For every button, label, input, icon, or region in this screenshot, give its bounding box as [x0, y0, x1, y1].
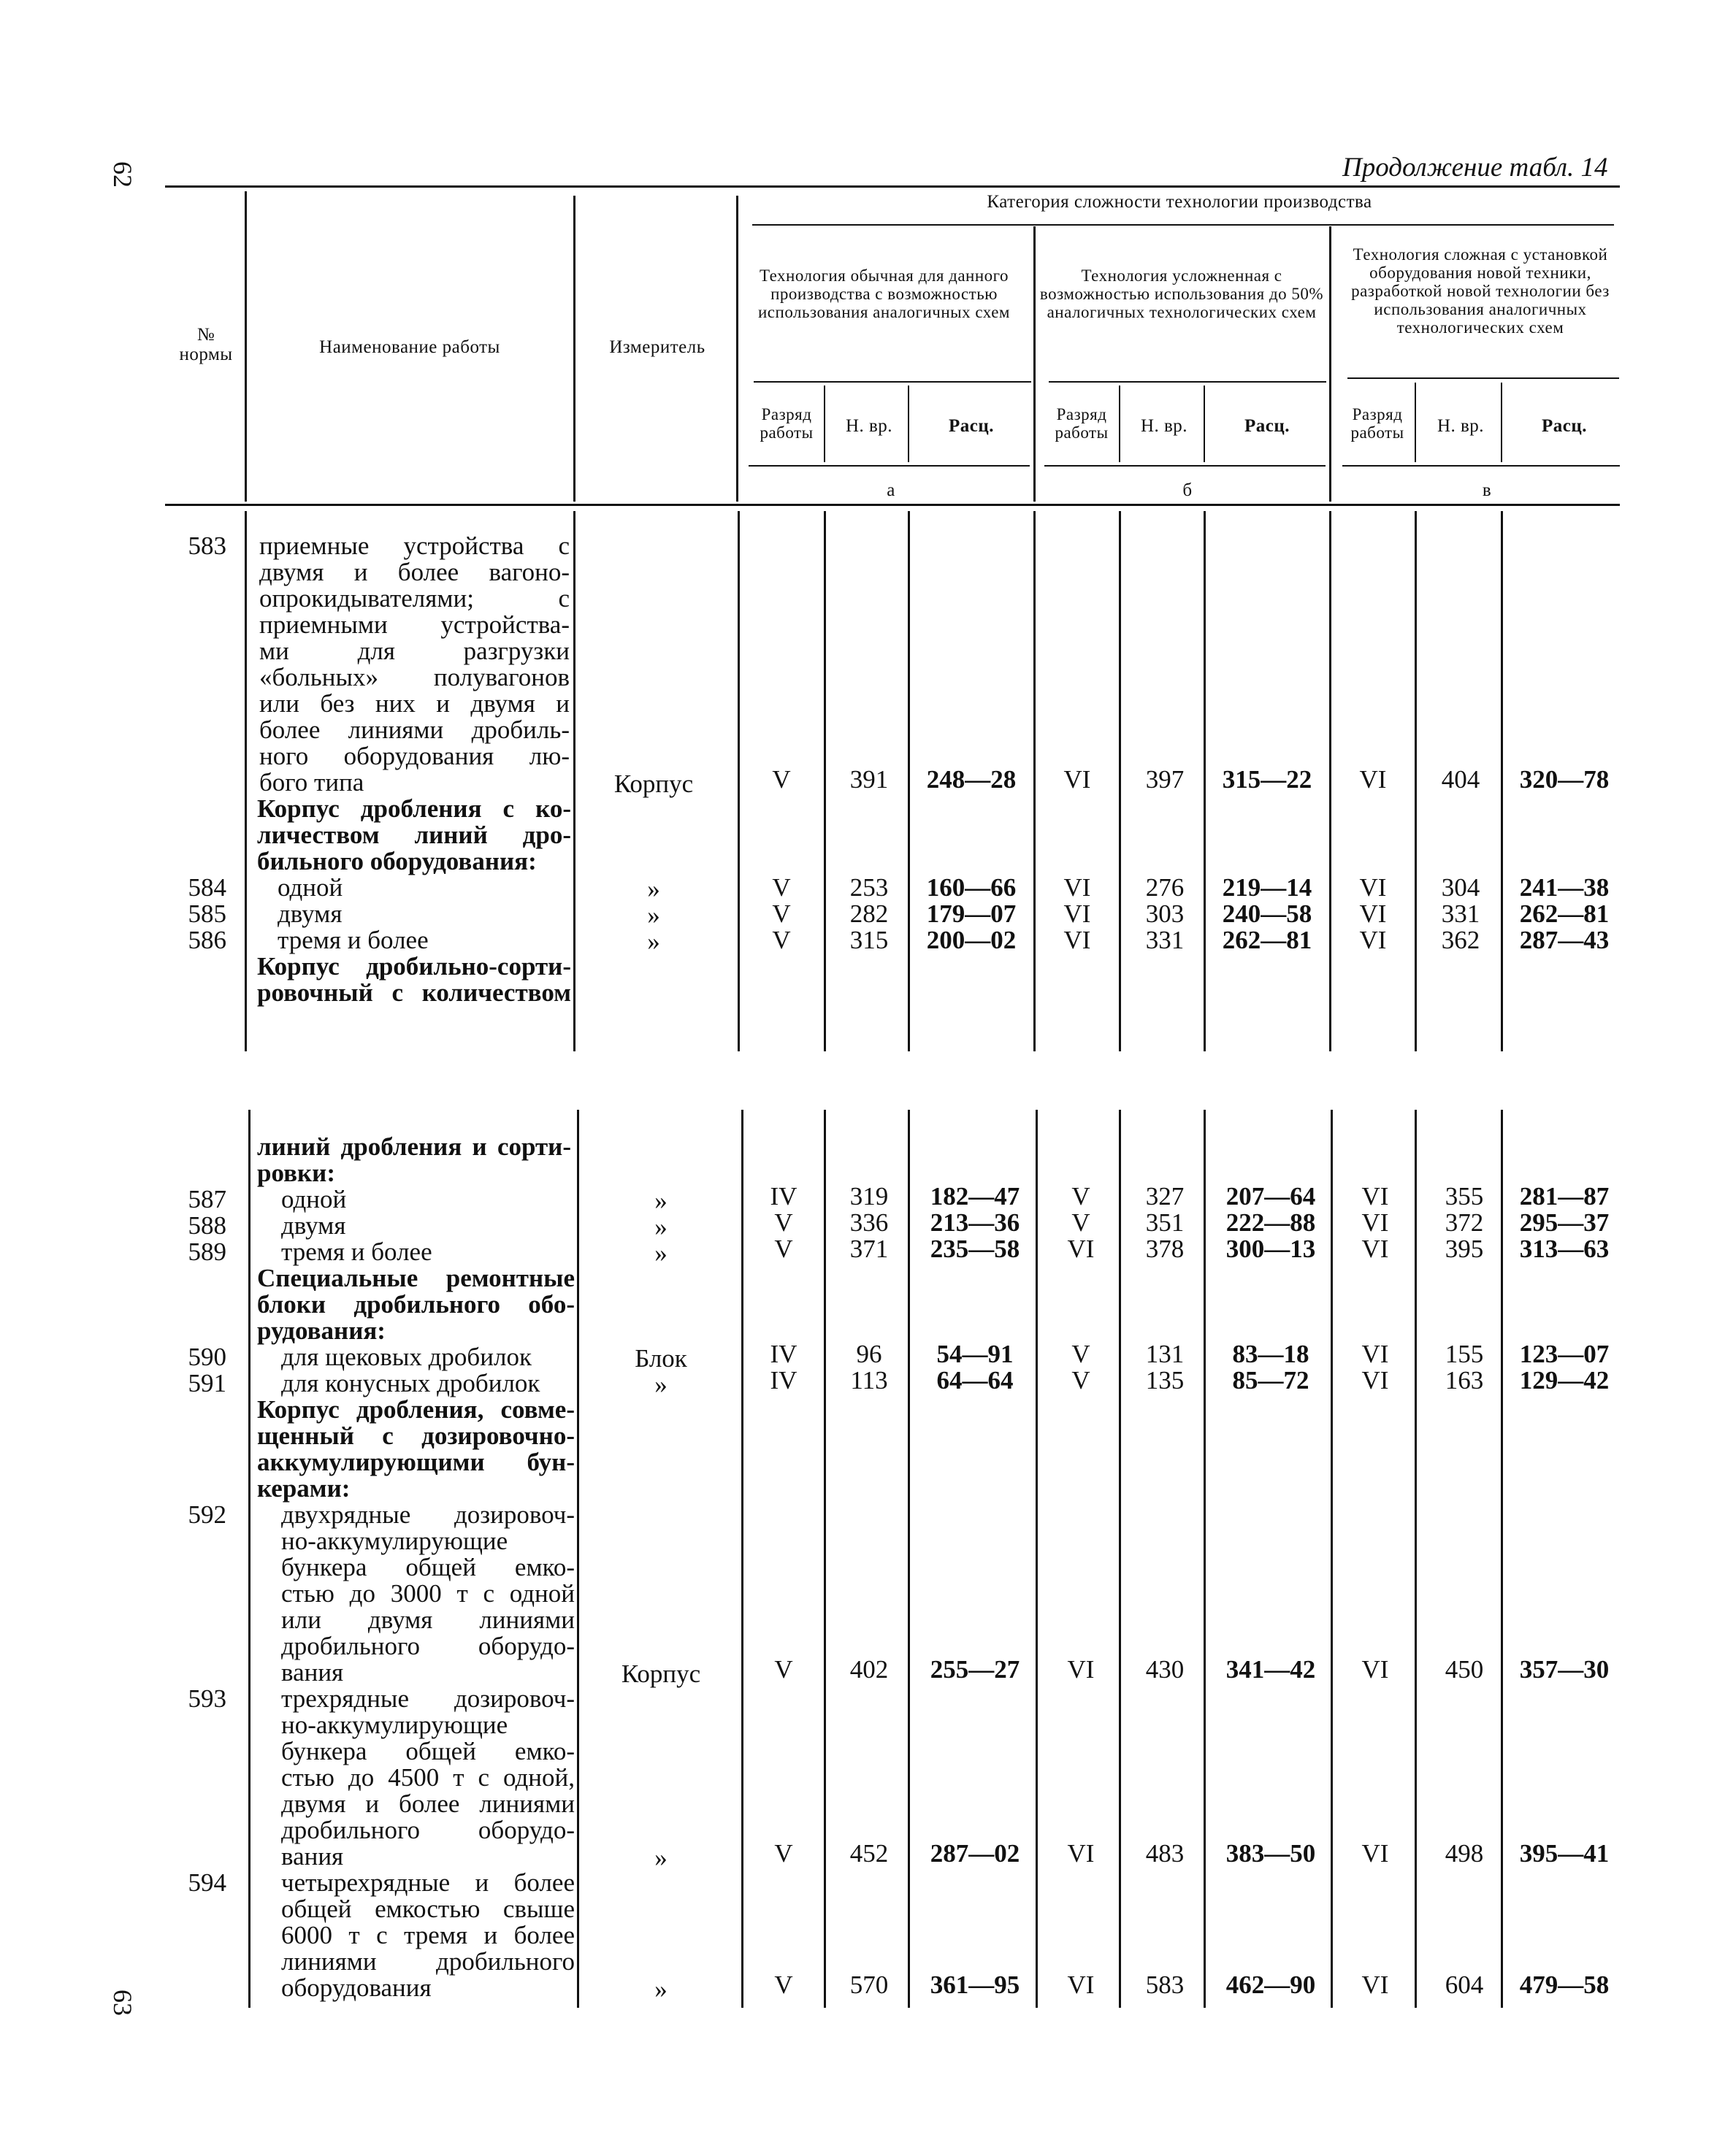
price-c: 479—58: [1519, 1971, 1610, 1999]
rank-b: VI: [1067, 1839, 1095, 1868]
time-a: 315: [849, 926, 889, 954]
rank-c: VI: [1361, 1340, 1389, 1368]
rank-b: V: [1071, 1182, 1090, 1211]
measure: »: [654, 1370, 668, 1399]
work-name-line: бункера общей емко-: [281, 1553, 575, 1581]
rank-b: VI: [1063, 873, 1091, 902]
header-group-rule-b: [1049, 381, 1326, 383]
time-c: 163: [1445, 1366, 1484, 1395]
group-heading: линий дробления и сорти-: [257, 1132, 571, 1161]
group-heading: Корпус дробильно-сорти-: [257, 952, 571, 981]
work-name-line: общей емкостью свыше: [281, 1895, 575, 1923]
time-a: 282: [849, 899, 889, 928]
time-c: 155: [1445, 1340, 1484, 1368]
norm-number: 586: [188, 926, 226, 954]
price-a: 200—02: [926, 926, 1017, 954]
body-vline: [824, 511, 826, 1051]
price-c: 320—78: [1519, 765, 1610, 794]
work-name-line: оборудования: [281, 1973, 432, 2002]
price-c: 395—41: [1519, 1839, 1610, 1868]
norm-number: 587: [188, 1185, 226, 1213]
norm-number: 584: [188, 873, 226, 902]
time-b: 378: [1145, 1235, 1185, 1263]
work-name-line: трехрядные дозировоч-: [281, 1684, 575, 1713]
time-b: 135: [1145, 1366, 1185, 1395]
price-b: 85—72: [1232, 1366, 1309, 1395]
rank-c: VI: [1359, 873, 1387, 902]
rank-a: IV: [770, 1340, 798, 1368]
work-name-line: двумя и более линиями: [281, 1789, 575, 1818]
rank-c: VI: [1359, 926, 1387, 954]
rank-c: VI: [1359, 899, 1387, 928]
group-heading: блоки дробильного обо-: [257, 1290, 575, 1319]
header-vline: [908, 385, 909, 462]
group-heading: ровки:: [257, 1159, 335, 1187]
header-time-a: Н. вр.: [845, 416, 893, 436]
work-name-line: вания: [281, 1842, 344, 1871]
rank-b: V: [1071, 1340, 1090, 1368]
time-b: 483: [1145, 1839, 1185, 1868]
time-a: 371: [849, 1235, 889, 1263]
header-sub-rule-b: [1044, 465, 1326, 467]
header-letter-b: б: [1182, 480, 1193, 500]
price-c: 262—81: [1519, 899, 1610, 928]
time-c: 395: [1445, 1235, 1484, 1263]
work-name-line: дробильного оборудо-: [281, 1632, 575, 1660]
header-vline: [736, 196, 738, 502]
group-heading: ровочный с количеством: [257, 978, 571, 1007]
time-b: 276: [1145, 873, 1185, 902]
norm-number: 591: [188, 1369, 226, 1397]
rank-c: VI: [1361, 1182, 1389, 1211]
body-vline: [1501, 1110, 1503, 2008]
rank-b: VI: [1063, 765, 1091, 794]
price-b: 262—81: [1222, 926, 1312, 954]
body-vline: [573, 511, 575, 1051]
price-c: 287—43: [1519, 926, 1610, 954]
rank-c: VI: [1359, 765, 1387, 794]
body-vline: [908, 511, 910, 1051]
rank-a: V: [774, 1235, 793, 1263]
header-group-a: Технология обычная для данного производства с возможностью использования аналогичных схем: [758, 266, 1010, 321]
rank-a: IV: [770, 1182, 798, 1211]
work-name: одной: [281, 1185, 347, 1213]
rank-b: V: [1071, 1366, 1090, 1395]
work-name-line: 6000 т с тремя и более: [281, 1921, 575, 1949]
work-name-line: линиями дробильного: [281, 1947, 575, 1976]
header-sub-rule-a: [749, 465, 1030, 467]
header-price-c: Расц.: [1541, 416, 1588, 436]
time-b: 430: [1145, 1655, 1185, 1684]
header-letter-c: в: [1482, 480, 1492, 500]
rank-c: VI: [1361, 1971, 1389, 1999]
header-category-rule: [752, 224, 1614, 226]
norm-number: 594: [188, 1868, 226, 1897]
price-b: 207—64: [1225, 1182, 1316, 1211]
measure: Корпус: [621, 1660, 701, 1688]
page-number-top: 62: [108, 161, 137, 188]
work-name-line: стью до 4500 т с одной,: [281, 1763, 575, 1792]
measure: »: [647, 901, 660, 929]
body-vline: [1119, 511, 1121, 1051]
header-time-b: Н. вр.: [1140, 416, 1188, 436]
header-rank-a: Разряд работы: [760, 405, 814, 442]
time-c: 355: [1445, 1182, 1484, 1211]
time-a: 96: [856, 1340, 882, 1368]
work-name-line: ного оборудования лю-: [259, 742, 570, 770]
price-b: 219—14: [1222, 873, 1312, 902]
body-vline: [1036, 1110, 1038, 2008]
time-c: 372: [1445, 1208, 1484, 1237]
price-c: 313—63: [1519, 1235, 1610, 1263]
time-a: 452: [849, 1839, 889, 1868]
group-heading: личеством линий дро-: [257, 821, 571, 849]
header-group-rule-a: [754, 381, 1031, 383]
time-a: 402: [849, 1655, 889, 1684]
work-name: одной: [278, 873, 343, 902]
group-heading: Специальные ремонтные: [257, 1264, 575, 1292]
header-time-c: Н. вр.: [1437, 416, 1485, 436]
header-vline: [1204, 385, 1205, 462]
body-vline: [738, 511, 740, 1051]
work-name-line: вания: [281, 1658, 344, 1687]
work-name-line: четырехрядные и более: [281, 1868, 575, 1897]
price-a: 213—36: [930, 1208, 1020, 1237]
body-vline: [1204, 1110, 1206, 2008]
header-group-rule-c: [1347, 377, 1619, 379]
work-name-line: дробильного оборудо-: [281, 1816, 575, 1844]
rank-c: VI: [1361, 1366, 1389, 1395]
time-c: 604: [1445, 1971, 1484, 1999]
time-c: 450: [1445, 1655, 1484, 1684]
rank-c: VI: [1361, 1208, 1389, 1237]
work-name: тремя и более: [278, 926, 429, 954]
top-rule: [165, 185, 1620, 188]
work-name-line: но-аккумулирующие: [281, 1527, 508, 1555]
group-heading: рудования:: [257, 1316, 386, 1345]
norm-number: 592: [188, 1500, 226, 1529]
work-name-line: более линиями дробиль-: [259, 716, 570, 744]
work-name-line: двумя и более вагоно-: [259, 558, 570, 586]
price-b: 383—50: [1225, 1839, 1316, 1868]
norm-number: 593: [188, 1684, 226, 1713]
rank-b: V: [1071, 1208, 1090, 1237]
time-c: 304: [1441, 873, 1480, 902]
group-heading: Корпус дробления с ко-: [257, 794, 571, 823]
work-name: для конусных дробилок: [281, 1369, 540, 1397]
price-b: 83—18: [1232, 1340, 1309, 1368]
group-heading: керами:: [257, 1474, 351, 1503]
norm-number: 589: [188, 1238, 226, 1266]
time-a: 113: [850, 1366, 888, 1395]
header-vline: [1329, 226, 1331, 502]
header-vline: [1119, 385, 1120, 462]
header-col-measure: Измеритель: [609, 337, 705, 357]
price-b: 300—13: [1225, 1235, 1316, 1263]
header-vline: [1033, 226, 1036, 502]
header-letter-a: а: [887, 480, 895, 500]
header-bottom-rule: [165, 504, 1620, 506]
measure: »: [654, 1186, 668, 1215]
header-price-a: Расц.: [948, 416, 995, 436]
measure: »: [654, 1975, 668, 2003]
price-a: 54—91: [936, 1340, 1014, 1368]
price-c: 281—87: [1519, 1182, 1610, 1211]
price-a: 64—64: [936, 1366, 1014, 1395]
work-name-line: бого типа: [259, 768, 364, 797]
time-a: 253: [849, 873, 889, 902]
work-name: тремя и более: [281, 1238, 432, 1266]
price-a: 235—58: [930, 1235, 1020, 1263]
rank-b: VI: [1067, 1235, 1095, 1263]
header-group-c: Технология сложная с установкой оборудования новой техники, разработкой новой технологии без использования аналогичных технологических схем: [1351, 245, 1610, 337]
price-c: 123—07: [1519, 1340, 1610, 1368]
rank-a: V: [774, 1208, 793, 1237]
rank-a: V: [772, 926, 791, 954]
rank-a: V: [772, 765, 791, 794]
body-vline: [1329, 511, 1331, 1051]
header-vline: [1415, 383, 1416, 462]
time-c: 404: [1441, 765, 1480, 794]
price-a: 160—66: [926, 873, 1017, 902]
work-name-line: двухрядные дозировоч-: [281, 1500, 575, 1529]
time-b: 131: [1145, 1340, 1185, 1368]
body-vline: [1415, 511, 1417, 1051]
norm-number: 585: [188, 899, 226, 928]
work-name: двумя: [281, 1211, 346, 1240]
work-name-line: стью до 3000 т с одной: [281, 1579, 575, 1608]
price-a: 179—07: [926, 899, 1017, 928]
time-b: 331: [1145, 926, 1185, 954]
work-name-line: «больных» полувагонов: [259, 663, 570, 691]
group-heading: Корпус дробления, совме-: [257, 1395, 575, 1424]
continuation-note: Продолжение табл. 14: [1342, 153, 1608, 183]
time-b: 327: [1145, 1182, 1185, 1211]
rank-b: VI: [1063, 899, 1091, 928]
rank-c: VI: [1361, 1655, 1389, 1684]
time-b: 351: [1145, 1208, 1185, 1237]
group-heading: аккумулирующими бун-: [257, 1448, 575, 1476]
header-category: Категория сложности технологии производства: [987, 192, 1372, 212]
rank-a: V: [774, 1655, 793, 1684]
body-vline: [1331, 1110, 1333, 2008]
header-vline: [824, 385, 825, 462]
work-name-line: или двумя линиями: [281, 1606, 575, 1634]
norm-number: 588: [188, 1211, 226, 1240]
price-c: 295—37: [1519, 1208, 1610, 1237]
norm-number: 583: [188, 532, 226, 560]
measure: Блок: [635, 1344, 687, 1373]
work-name: двумя: [278, 899, 343, 928]
header-rank-b: Разряд работы: [1055, 405, 1109, 442]
group-heading: щенный с дозировочно-: [257, 1422, 575, 1450]
body-vline: [1501, 511, 1503, 1051]
body-vline: [824, 1110, 826, 2008]
measure: »: [654, 1239, 668, 1267]
rank-a: V: [774, 1971, 793, 1999]
rank-a: V: [772, 873, 791, 902]
body-vline: [1033, 511, 1036, 1051]
price-c: 241—38: [1519, 873, 1610, 902]
rank-c: VI: [1361, 1839, 1389, 1868]
time-c: 331: [1441, 899, 1480, 928]
header-price-b: Расц.: [1244, 416, 1290, 436]
body-vline: [245, 511, 247, 1051]
time-a: 336: [849, 1208, 889, 1237]
rank-b: VI: [1063, 926, 1091, 954]
work-name-line: или без них и двумя и: [259, 689, 570, 718]
rank-a: V: [772, 899, 791, 928]
measure: »: [647, 875, 660, 903]
price-b: 462—90: [1225, 1971, 1316, 1999]
work-name-line: опрокидывателями; с: [259, 584, 570, 613]
price-b: 315—22: [1222, 765, 1312, 794]
header-col-name: Наименование работы: [319, 337, 500, 357]
header-group-b: Технология усложненная с возможностью использования до 50% аналогичных технологических схем: [1039, 266, 1324, 321]
time-c: 362: [1441, 926, 1480, 954]
group-heading: бильного оборудования:: [257, 847, 537, 875]
header-vline: [245, 191, 247, 502]
time-a: 319: [849, 1182, 889, 1211]
work-name: для щековых дробилок: [281, 1343, 532, 1371]
time-a: 570: [849, 1971, 889, 1999]
header-vline: [573, 196, 575, 502]
body-vline: [1204, 511, 1206, 1051]
price-b: 341—42: [1225, 1655, 1316, 1684]
measure: »: [654, 1844, 668, 1872]
body-vline: [248, 1110, 250, 2008]
page-number-bottom: 63: [108, 1990, 137, 2016]
rank-a: IV: [770, 1366, 798, 1395]
time-b: 583: [1145, 1971, 1185, 1999]
measure: »: [647, 927, 660, 956]
header-vline: [1501, 383, 1502, 462]
time-a: 391: [849, 765, 889, 794]
work-name-line: бункера общей емко-: [281, 1737, 575, 1765]
price-a: 287—02: [930, 1839, 1020, 1868]
price-a: 182—47: [930, 1182, 1020, 1211]
header-rank-c: Разряд работы: [1350, 405, 1404, 442]
measure: »: [654, 1213, 668, 1241]
work-name-line: приемными устройства-: [259, 610, 570, 639]
work-name-line: но-аккумулирующие: [281, 1711, 508, 1739]
work-name-line: ми для разгрузки: [259, 637, 570, 665]
price-a: 361—95: [930, 1971, 1020, 1999]
price-c: 129—42: [1519, 1366, 1610, 1395]
time-b: 303: [1145, 899, 1185, 928]
price-b: 222—88: [1225, 1208, 1316, 1237]
work-name-line: приемные устройства с: [259, 532, 570, 560]
price-a: 248—28: [926, 765, 1017, 794]
norm-number: 590: [188, 1343, 226, 1371]
header-col-no: № нормы: [179, 325, 233, 364]
rank-a: V: [774, 1839, 793, 1868]
price-a: 255—27: [930, 1655, 1020, 1684]
rank-b: VI: [1067, 1655, 1095, 1684]
rank-c: VI: [1361, 1235, 1389, 1263]
header-sub-rule-c: [1342, 465, 1620, 467]
time-c: 498: [1445, 1839, 1484, 1868]
rank-b: VI: [1067, 1971, 1095, 1999]
price-b: 240—58: [1222, 899, 1312, 928]
price-c: 357—30: [1519, 1655, 1610, 1684]
body-vline: [908, 1110, 910, 2008]
time-b: 397: [1145, 765, 1185, 794]
measure: Корпус: [613, 770, 694, 798]
